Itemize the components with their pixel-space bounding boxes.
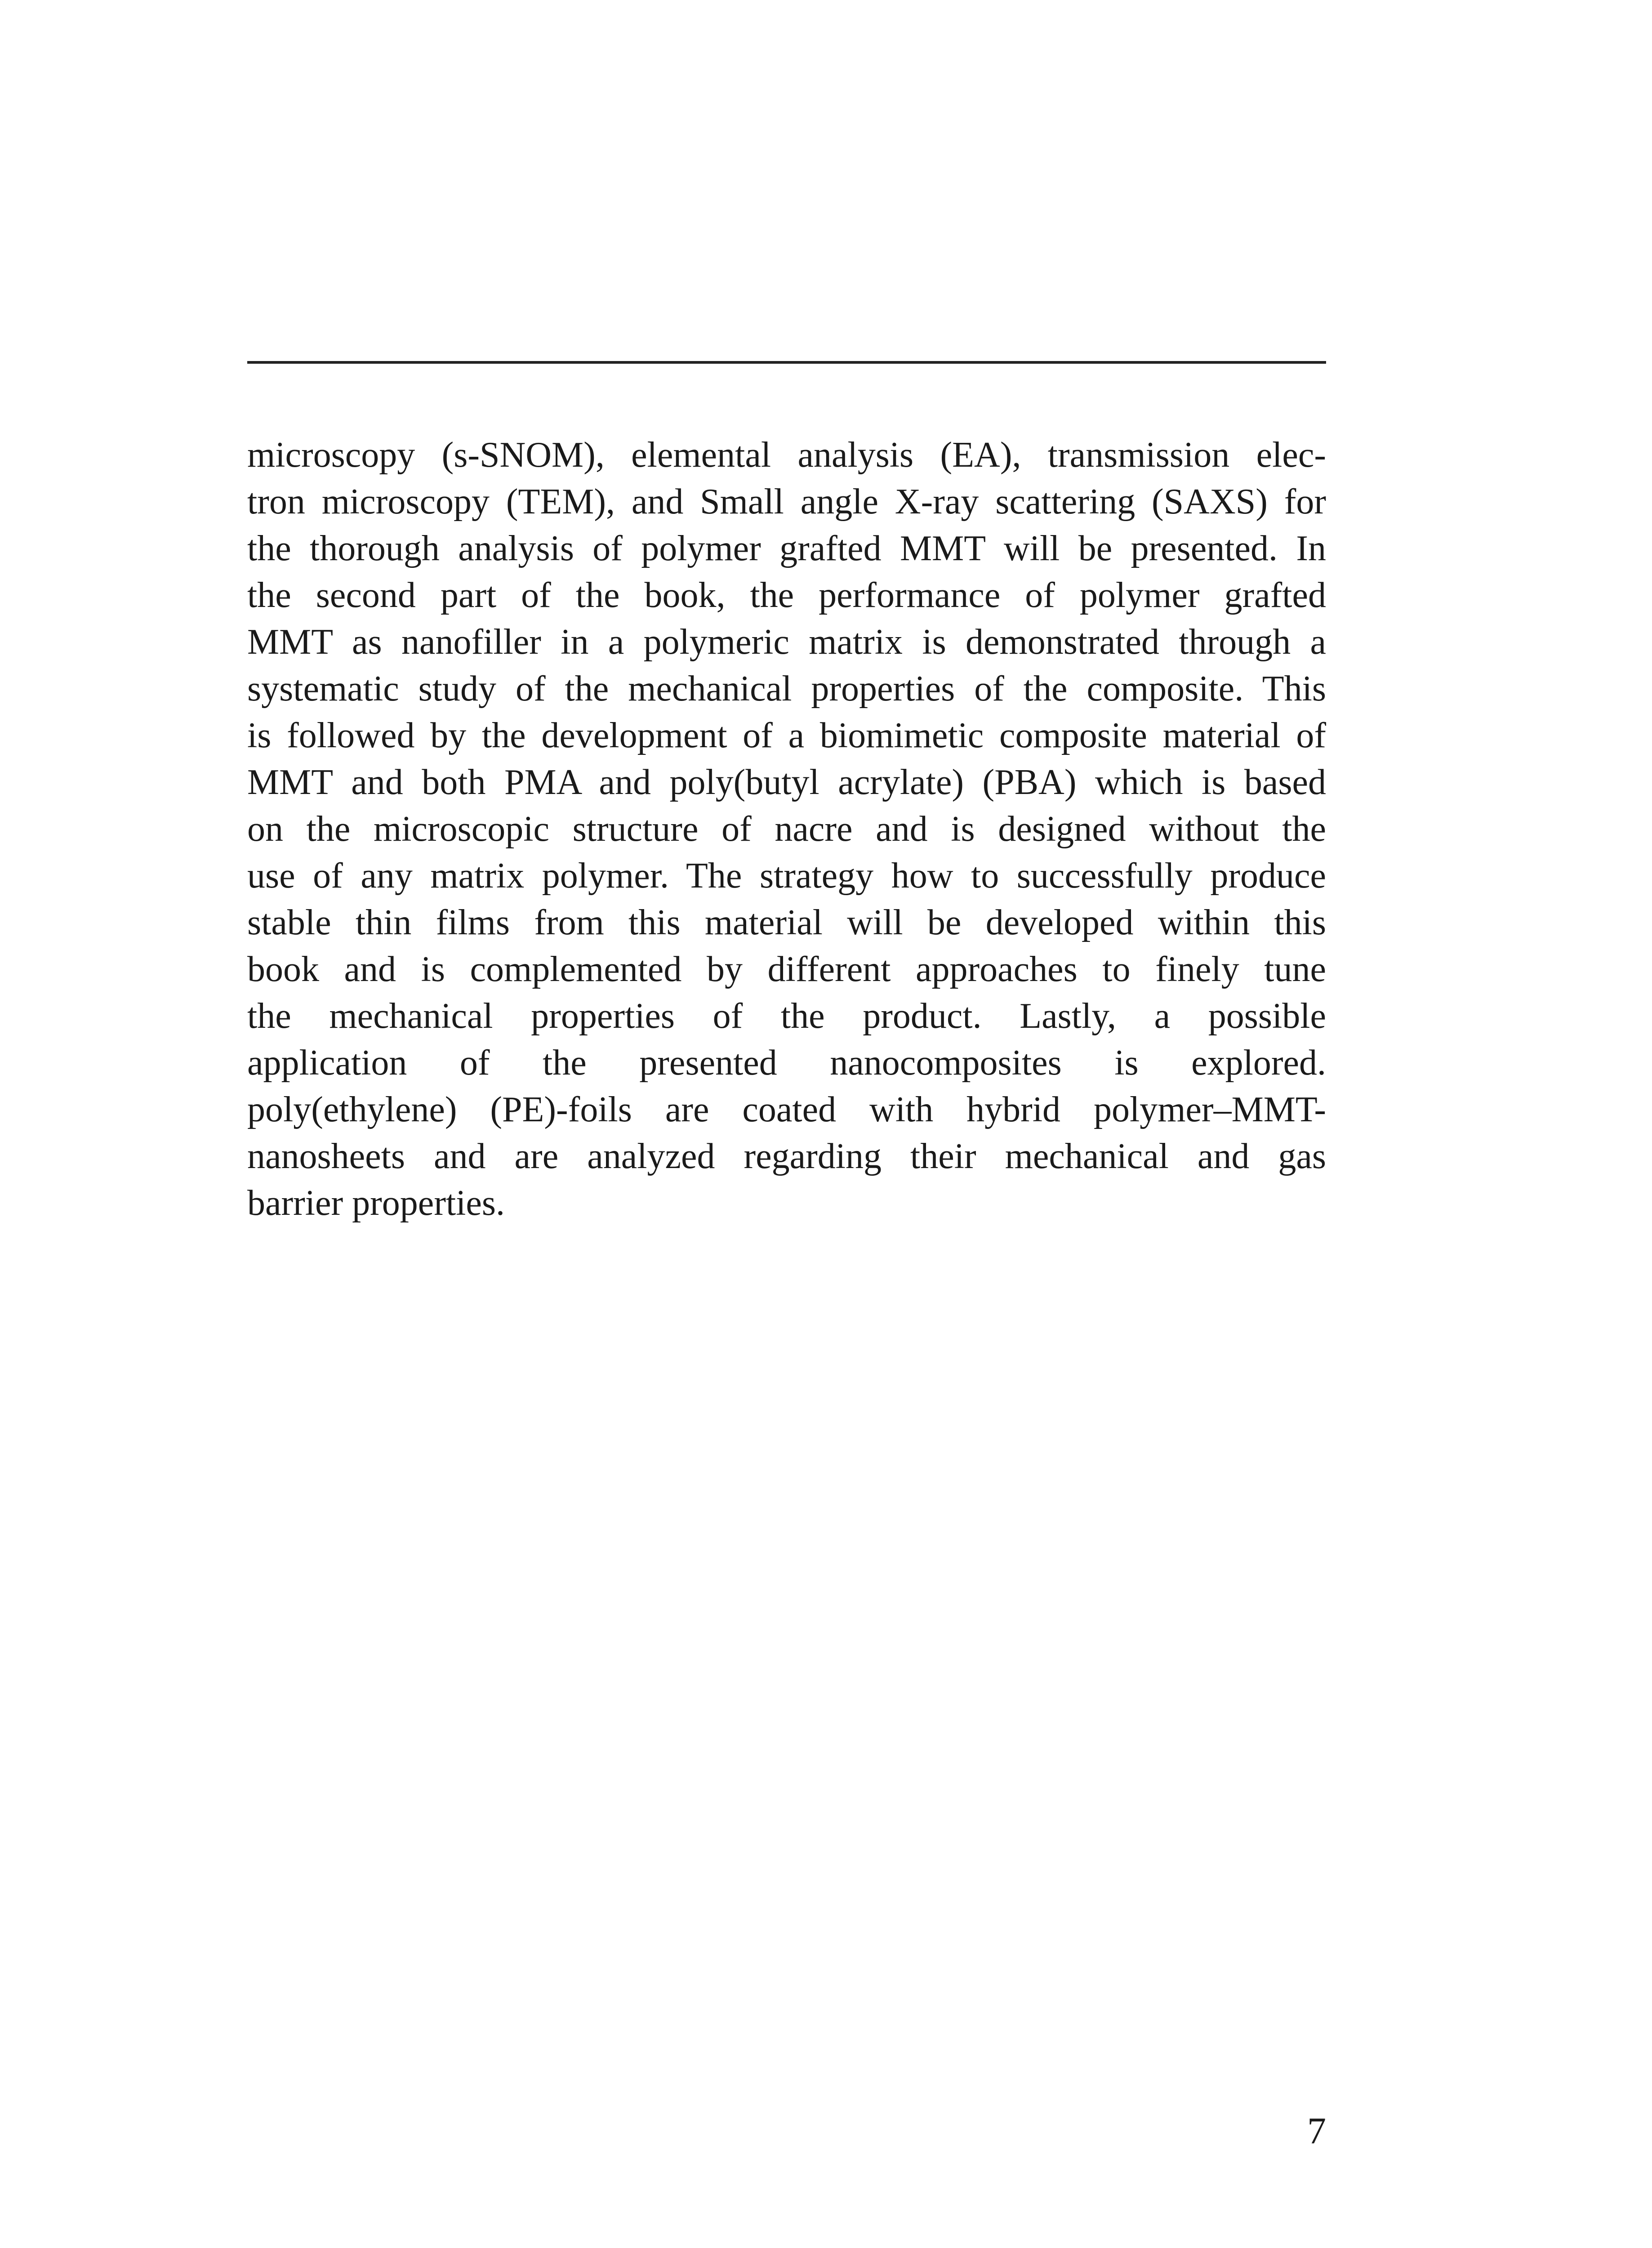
text-line: barrier properties. (247, 1183, 505, 1223)
text-line: application of the presented nanocomposites is explored. (247, 1043, 1326, 1083)
header-rule (247, 361, 1326, 364)
text-line: systematic study of the mechanical properties of the composite. This (247, 669, 1326, 709)
text-line: microscopy (s-SNOM), elemental analysis (EA), transmission elec- (247, 435, 1326, 475)
text-line: MMT as nanofiller in a polymeric matrix is demonstrated through a (247, 622, 1326, 662)
text-line: the mechanical properties of the product. Lastly, a possible (247, 996, 1326, 1036)
text-line: stable thin films from this material will be developed within this (247, 903, 1326, 942)
text-line: nanosheets and are analyzed regarding their mechanical and gas (247, 1137, 1326, 1176)
text-line: use of any matrix polymer. The strategy how to successfully produce (247, 856, 1326, 896)
text-line: the second part of the book, the performance of polymer grafted (247, 575, 1326, 615)
text-line: book and is complemented by different approaches to finely tune (247, 950, 1326, 989)
text-line: is followed by the development of a biomimetic composite material of (247, 716, 1326, 755)
text-line: MMT and both PMA and poly(butyl acrylate) (PBA) which is based (247, 763, 1326, 802)
text-line: on the microscopic structure of nacre and is designed without the (247, 809, 1326, 849)
text-line: the thorough analysis of polymer grafted MMT will be presented. In (247, 529, 1326, 568)
page-number: 7 (1307, 2110, 1326, 2152)
text-line: tron microscopy (TEM), and Small angle X-ray scattering (SAXS) for (247, 482, 1326, 522)
text-line: poly(ethylene) (PE)-foils are coated with hybrid polymer–MMT- (247, 1090, 1326, 1129)
body-paragraph (247, 432, 1326, 1227)
